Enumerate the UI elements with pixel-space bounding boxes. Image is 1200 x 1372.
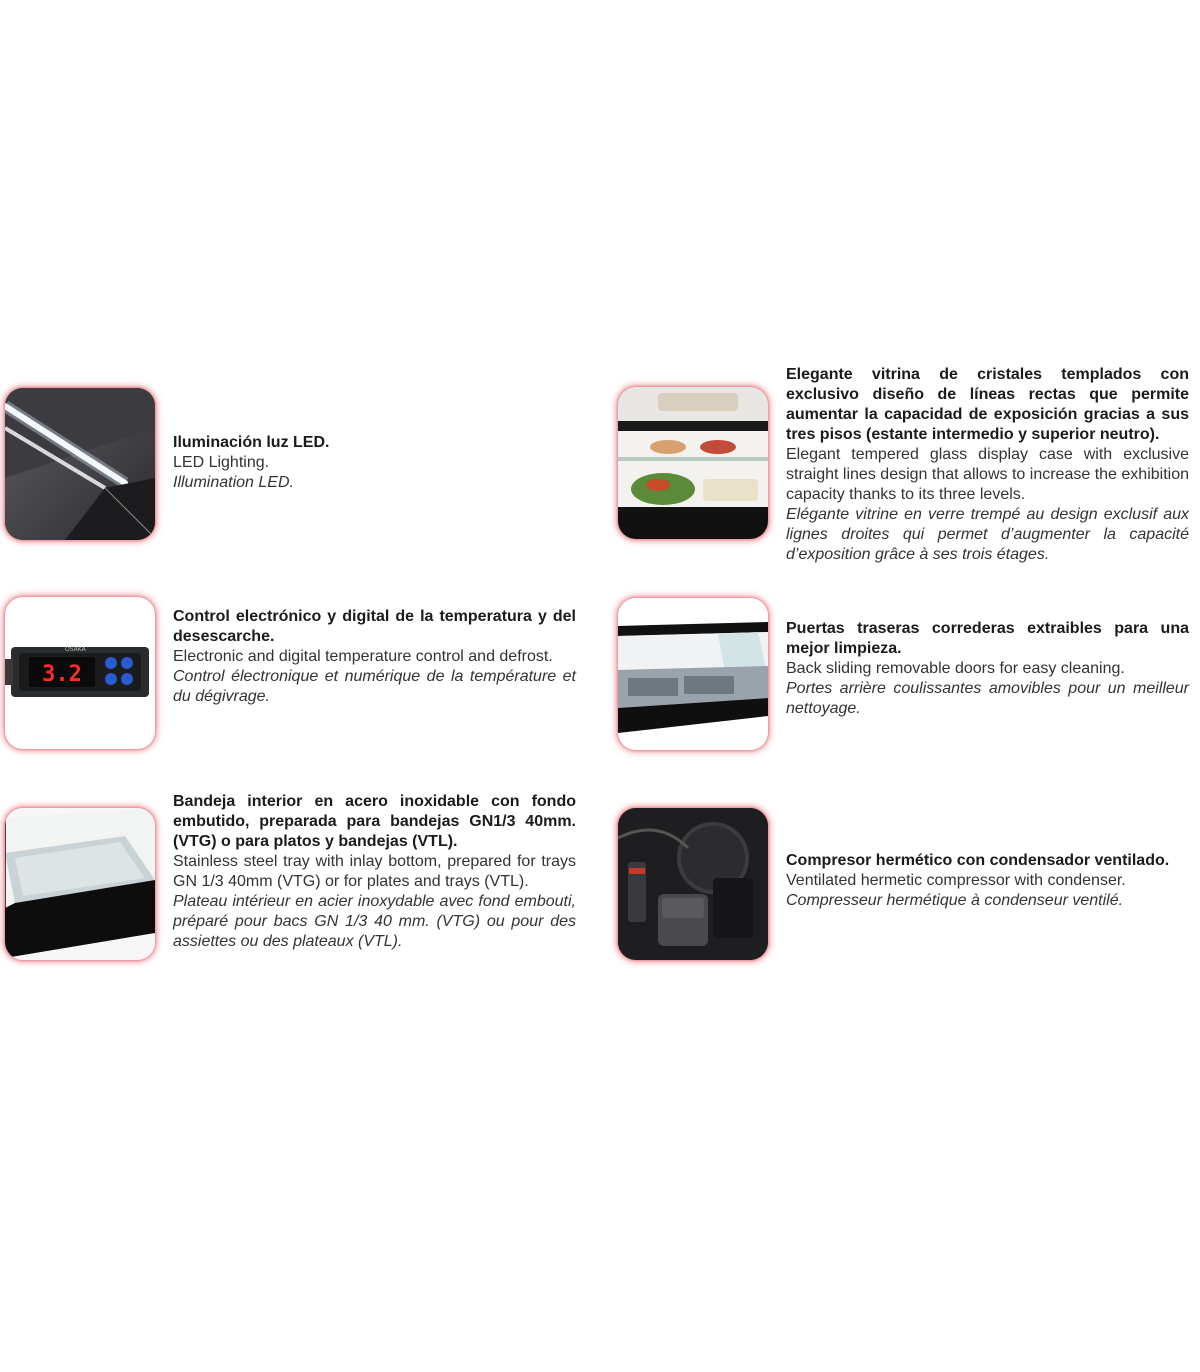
control-title-es: Control electrónico y digital de la temperatura y del desescarche.: [173, 608, 576, 645]
led-title-fr: Illumination LED.: [173, 474, 294, 491]
glass-case-title-es: Elegante vitrina de cristales templados con exclusivo diseño de líneas rectas que permite aumentar la capacidad de exposición gracias a sus tres pisos (estante intermedio y superior neutro).: [786, 366, 1189, 443]
control-title-en: Electronic and digital temperature control and defrost.: [173, 648, 553, 665]
temperature-readout: 3.2: [42, 662, 82, 687]
tray-title-es: Bandeja interior en acero inoxidable con fondo embutido, preparada para bandejas GN1/3 40mm. (VTG) o para platos y bandejas (VTL).: [173, 793, 576, 850]
compressor-title-en: Ventilated hermetic compressor with condenser.: [786, 872, 1126, 889]
control-title-fr: Control électronique et numérique de la température et du dégivrage.: [173, 668, 576, 705]
led-title-en: LED Lighting.: [173, 454, 270, 471]
tray-title-en: Stainless steel tray with inlay bottom, prepared for trays GN 1/3 40mm (VTG) or for plates and trays (VTL).: [173, 853, 576, 890]
compressor-title-fr: Compresseur hermétique à condenseur ventilé.: [786, 892, 1124, 909]
compressor-image: [618, 808, 768, 960]
tray-title-fr: Plateau intérieur en acier inoxydable avec fond embouti, préparé pour bacs GN 1/3 40 mm. (VTG) ou pour des assiettes ou des plateaux (VTL).: [173, 893, 576, 950]
glass-case-title-en: Elegant tempered glass display case with exclusive straight lines design that allows to increase the exhibition capacity thanks to its three levels.: [786, 446, 1189, 503]
compressor-title-es: Compresor hermético con condensador ventilado.: [786, 852, 1170, 869]
sliding-doors-image: [618, 598, 768, 750]
doors-title-en: Back sliding removable doors for easy cleaning.: [786, 660, 1125, 677]
doors-title-fr: Portes arrière coulissantes amovibles pour un meilleur nettoyage.: [786, 680, 1189, 717]
doors-title-es: Puertas traseras correderas extraibles para una mejor limpieza.: [786, 620, 1189, 657]
glass-case-image: [618, 387, 768, 539]
led-title-es: Iluminación luz LED.: [173, 434, 330, 451]
steel-tray-image: [5, 808, 155, 960]
led-lighting-image: [5, 388, 155, 540]
temperature-controller-image: [5, 597, 155, 749]
glass-case-title-fr: Elégante vitrine en verre trempé au design exclusif aux lignes droites qui permet d’augmenter la capacité d’exposition grâce à ses trois étages.: [786, 506, 1189, 563]
controller-brand-label: OSAKA: [65, 646, 86, 653]
